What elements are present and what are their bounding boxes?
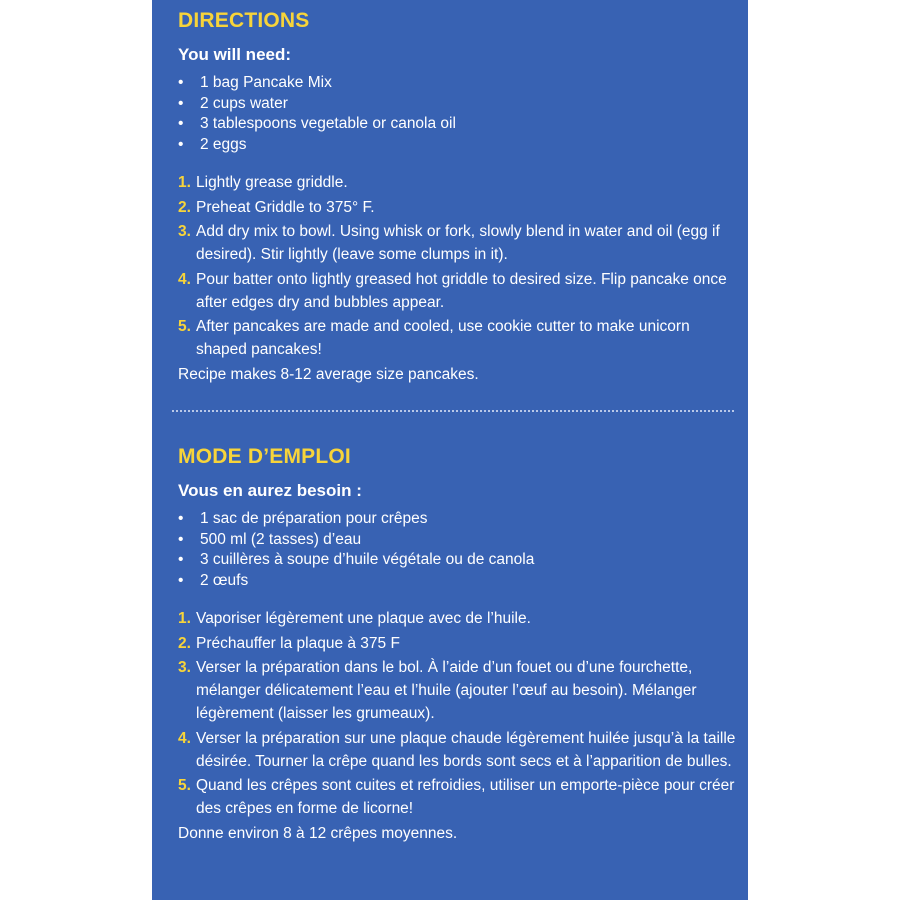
ingredient-item: • 1 sac de préparation pour crêpes [178,509,738,530]
step-item [178,727,738,773]
you-will-need-label: You will need: [178,45,292,64]
step-text: Pour batter onto lightly greased hot griddle to desired size. Flip pancake once after edges dry and bubbles appear. [196,270,727,311]
step-number: 2. [178,198,191,216]
step-list-fr [178,607,738,820]
english-section [178,8,738,386]
ingredient-item: • 1 bag Pancake Mix [178,73,738,94]
yield-note-en: Recipe makes 8-12 average size pancakes. [178,365,479,383]
bullet-icon: • [178,74,184,91]
dotted-divider [172,410,734,412]
step-number: 3. [178,659,191,676]
ingredient-list-fr [178,509,738,591]
bullet-icon: • [178,551,184,568]
bullet-icon: • [178,530,184,548]
directions-panel [152,0,748,900]
yield-note-fr: Donne environ 8 à 12 crêpes moyennes. [178,824,458,842]
step-number: 4. [178,729,191,747]
ingredient-item: • 3 tablespoons vegetable or canola oil [178,114,738,135]
step-number: 2. [178,634,191,652]
step-number: 5. [178,777,191,794]
step-text: Verser la préparation dans le bol. À l’aide d’un fouet ou d’une fourchette, mélanger délicatement l’eau et l’huile (ajouter l’œuf au besoin). Mélanger légèrement (laisser les grumeaux). [196,659,697,722]
ingredient-item: • 2 eggs [178,135,738,156]
step-item [178,607,738,630]
vous-en-aurez-besoin-label: Vous en aurez besoin : [178,481,362,500]
ingredient-item: • 500 ml (2 tasses) d’eau [178,530,738,551]
french-section [178,444,738,845]
step-number: 1. [178,174,191,191]
bullet-icon: • [178,135,184,153]
step-item [178,632,738,655]
ingredient-item: • 2 œufs [178,571,738,592]
step-text: Verser la préparation sur une plaque chaude légèrement huilée jusqu’à la taille désirée. Tourner la crêpe quand les bords sont secs et à l’apparition de bulles. [196,729,736,770]
step-item [178,171,738,194]
step-item [178,774,738,820]
bullet-icon: • [178,94,184,112]
step-item [178,268,738,314]
step-text: Preheat Griddle to 375° F. [196,198,375,216]
step-text: Lightly grease griddle. [196,174,348,191]
ingredient-list-en [178,73,738,155]
step-number: 1. [178,610,191,627]
step-text: Vaporiser légèrement une plaque avec de l’huile. [196,610,531,627]
bullet-icon: • [178,571,184,589]
step-text: Préchauffer la plaque à 375 F [196,634,400,652]
step-number: 5. [178,318,191,335]
step-number: 4. [178,270,191,288]
bullet-icon: • [178,115,184,132]
bullet-icon: • [178,510,184,527]
step-item [178,220,738,266]
step-item [178,315,738,361]
step-item [178,656,738,725]
step-text: After pancakes are made and cooled, use cookie cutter to make unicorn shaped pancakes! [196,318,690,358]
mode-d-emploi-heading: MODE D’EMPLOI [178,445,351,468]
step-text: Quand les crêpes sont cuites et refroidies, utiliser un emporte-pièce pour créer des crêpes en forme de licorne! [196,777,735,817]
directions-heading: DIRECTIONS [178,9,310,32]
step-text: Add dry mix to bowl. Using whisk or fork, slowly blend in water and oil (egg if desired). Stir lightly (leave some clumps in it). [196,223,720,263]
step-item [178,196,738,219]
ingredient-item: • 2 cups water [178,94,738,115]
step-number: 3. [178,223,191,240]
ingredient-item: • 3 cuillères à soupe d’huile végétale ou de canola [178,550,738,571]
step-list-en [178,171,738,361]
